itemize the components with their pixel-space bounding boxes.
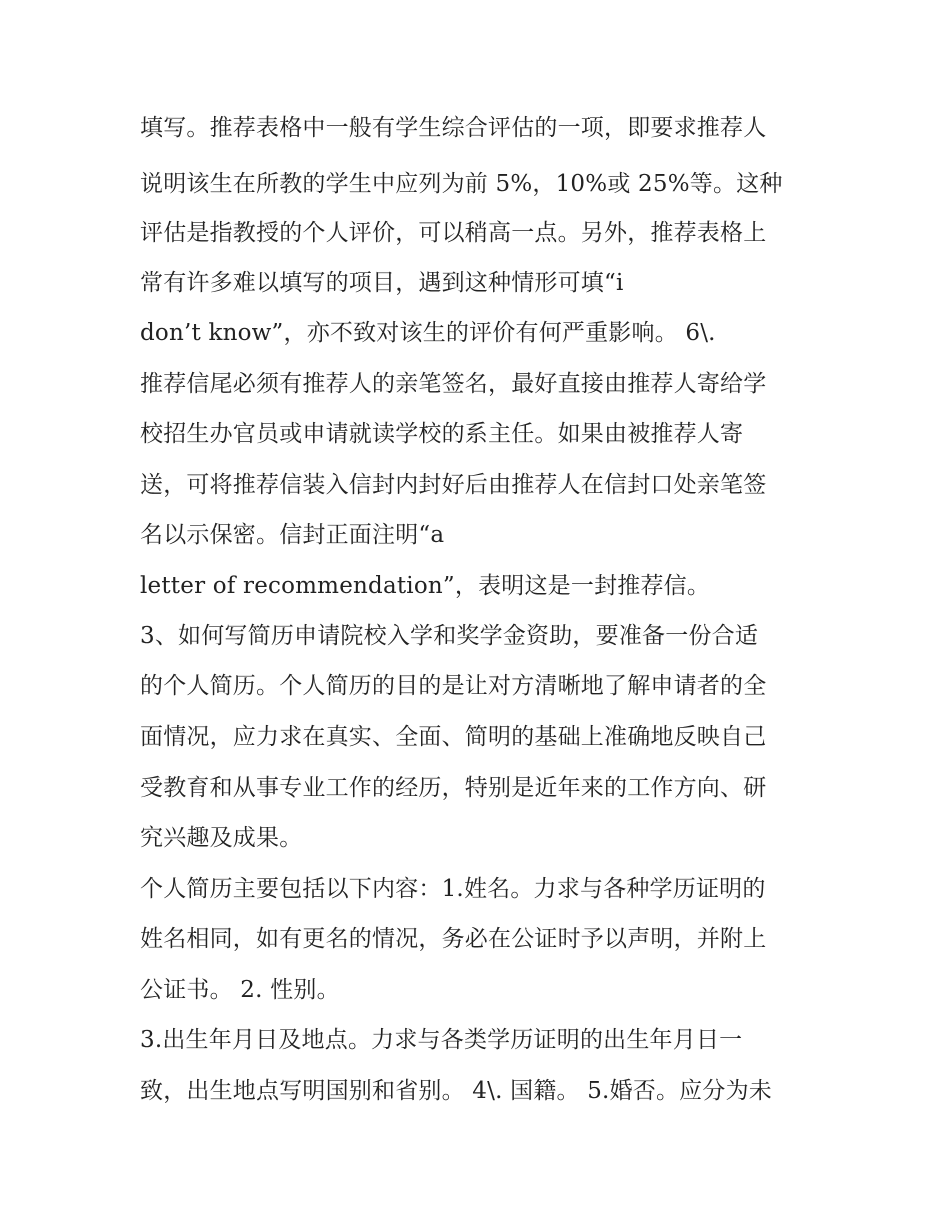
text-line: 致，出生地点写明国别和省别。 4\. 国籍。 5.婚否。应分为未: [140, 1078, 772, 1104]
text-line: 说明该生在所教的学生中应列为前 5%，10%或 25%等。这种: [140, 171, 783, 197]
text-line: 受教育和从事专业工作的经历，特别是近年来的工作方向、研: [140, 775, 767, 801]
text-line: 常有许多难以填写的项目，遇到这种情形可填“i: [140, 270, 624, 296]
text-line: 名以示保密。信封正面注明“a: [140, 522, 445, 548]
text-line: 填写。推荐表格中一般有学生综合评估的一项，即要求推荐人: [140, 115, 767, 141]
text-line: 姓名相同，如有更名的情况，务必在公证时予以声明，并附上: [140, 926, 767, 952]
text-line: 3、如何写简历申请院校入学和奖学金资助，要准备一份合适: [140, 623, 759, 649]
text-line: 公证书。 2. 性别。: [140, 977, 340, 1003]
text-line: 送，可将推荐信装入信封内封好后由推荐人在信封口处亲笔签: [140, 472, 767, 498]
text-line: letter of recommendation”，表明这是一封推荐信。: [140, 573, 711, 599]
text-line: 校招生办官员或申请就读学校的系主任。如果由被推荐人寄: [140, 421, 744, 447]
text-line: 面情况，应力求在真实、全面、简明的基础上准确地反映自己: [140, 724, 767, 750]
text-line: don’t know”，亦不致对该生的评价有何严重影响。 6\.: [140, 320, 716, 346]
text-line: 评估是指教授的个人评价，可以稍高一点。另外，推荐表格上: [140, 220, 767, 246]
text-line: 3.出生年月日及地点。力求与各类学历证明的出生年月日一: [140, 1027, 743, 1053]
text-line: 究兴趣及成果。: [140, 825, 303, 851]
text-line: 的个人简历。个人简历的目的是让对方清晰地了解申请者的全: [140, 673, 767, 699]
text-line: 推荐信尾必须有推荐人的亲笔签名，最好直接由推荐人寄给学: [140, 371, 767, 397]
text-line: 个人简历主要包括以下内容：1.姓名。力求与各种学历证明的: [140, 876, 766, 902]
